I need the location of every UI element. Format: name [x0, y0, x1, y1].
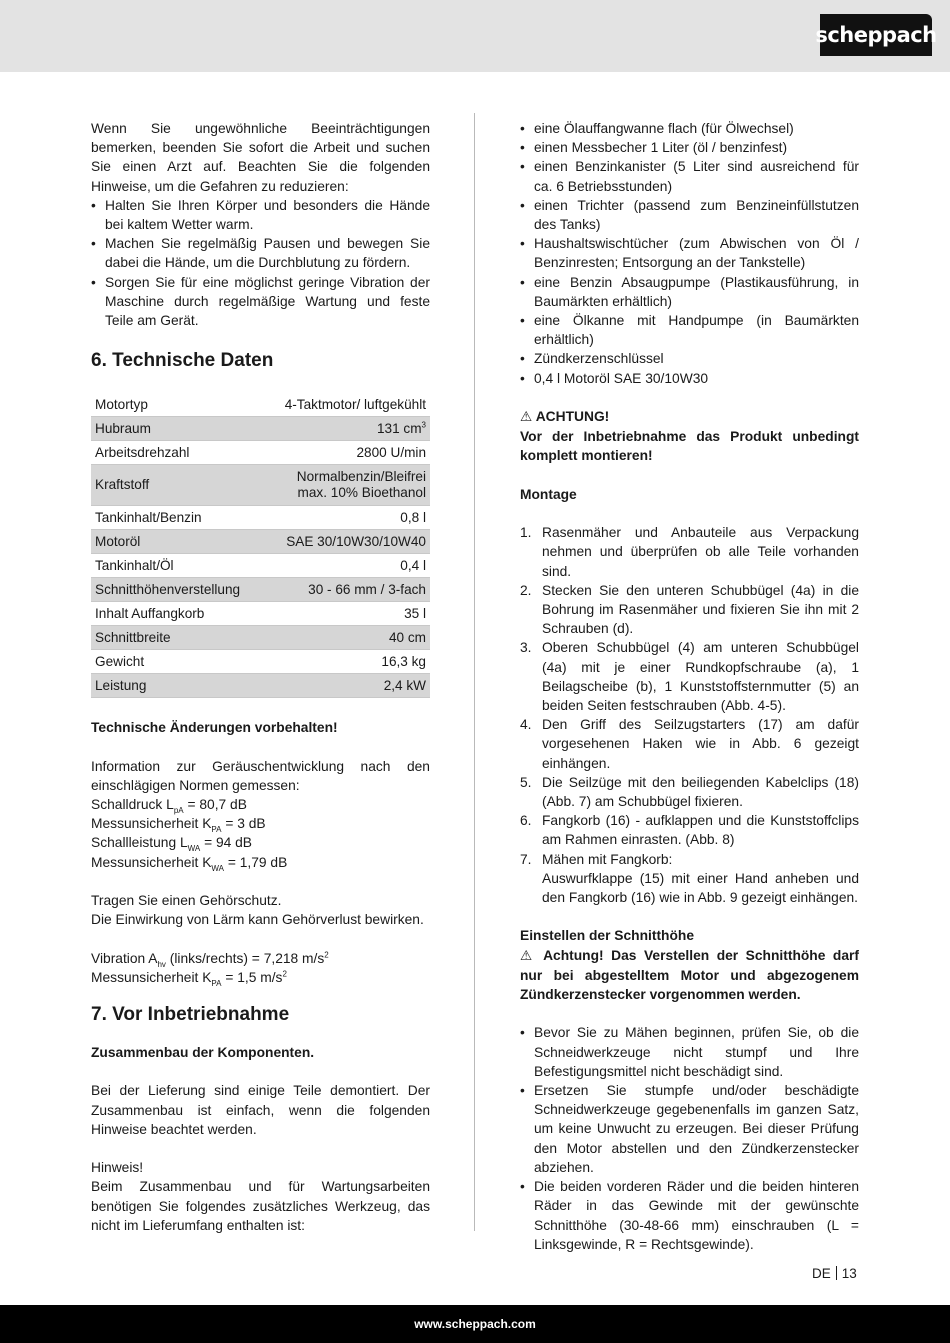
list-item: • Haushaltswischtücher (zum Abwischen von Öl / Benzinresten; Entsorgung an der Tankstelle) — [520, 234, 859, 272]
table-row — [91, 602, 430, 626]
noise-intro: Information zur Geräuschentwicklung nach den einschlägigen Normen gemessen: — [91, 758, 430, 793]
brand-logo: scheppach — [820, 14, 932, 56]
list-item: 5. Die Seilzüge mit den beiliegenden Kabelclips (18) (Abb. 7) am Schubbügel fixieren. — [520, 774, 859, 810]
noise-line: Messunsicherheit $K_{WA} = 1,79$ dB — [91, 854, 288, 873]
section-6-heading: 6. Technische Daten — [91, 350, 274, 372]
spec-value: 16,3 kg — [263, 650, 430, 674]
spec-value-line: max. 10% Bioethanol — [297, 485, 426, 501]
spec-label: Hubraum — [91, 417, 263, 441]
section-7-heading: 7. Vor Inbetriebnahme — [91, 1004, 290, 1026]
list-item: • Halten Sie Ihren Körper und besonders die Hände bei kaltem Wetter warm. — [91, 196, 430, 234]
safety-list — [91, 196, 430, 330]
table-row — [91, 578, 430, 602]
hint-paragraph: Beim Zusammenbau und für Wartungsarbeiten benötigen Sie folgendes zusätzliches Werkzeug, das nicht im Lieferumfang enthalten ist: — [91, 1179, 430, 1233]
list-item: • eine Ölauffangwanne flach (für Ölwechsel) — [520, 119, 859, 138]
table-row — [91, 626, 430, 650]
assembly-steps — [520, 523, 859, 907]
spec-value: SAE 30/10W30/10W40 — [263, 530, 430, 554]
table-row — [91, 530, 430, 554]
warning-text: Vor der Inbetriebnahme das Produkt unbedingt komplett montieren! — [520, 429, 859, 464]
table-row — [91, 506, 430, 530]
list-item: 3. Oberen Schubbügel (4) am unteren Schubbügel (4a) mit je einer Rundkopfschraube (a), 1 Beilagscheibe (b), 1 Kunststoffsternmutter (5) an beiden Seiten festschrauben (Abb. 4-5). — [520, 640, 859, 714]
warning-icon: ⚠ — [520, 409, 533, 426]
spec-value: 30 - 66 mm / 3-fach — [263, 578, 430, 602]
list-item: 1. Rasenmäher und Anbauteile aus Verpackung nehmen und überprüfen ob alle Teile vorhanden sind. — [520, 525, 859, 579]
vibration-line: Messunsicherheit $K_{PA} = 1,5$ $m/s^2$ — [91, 969, 287, 988]
spec-value-text: 131 cm — [376, 420, 422, 436]
spec-label: Schnitthöhenverstellung — [91, 578, 263, 602]
page-number: DE 13 — [812, 1266, 857, 1281]
hearing-note: Tragen Sie einen Gehörschutz. — [91, 893, 282, 909]
table-row — [91, 393, 430, 417]
list-item: 7. Mähen mit Fangkorb: Auswurfklappe (15) mit einer Hand anheben und den Fangkorb (16) wie in Abb. 9 gezeigt einhängen. — [520, 851, 859, 906]
noise-line: Schallleistung $L_{WA} = 94$ dB — [91, 835, 253, 854]
superscript: 3 — [421, 420, 426, 430]
list-item: • Sorgen Sie für eine möglichst geringe Vibration der Maschine durch regelmäßige Wartung und feste Teile am Gerät. — [91, 273, 430, 331]
warning-heading: ⚠ ACHTUNG! — [520, 409, 610, 426]
cut-height-warning: ⚠ Achtung! Das Verstellen der Schnitthöhe darf nur bei abgestelltem Motor und abgezogenem Zündkerzenstecker vorgenommen werden. — [520, 947, 859, 1003]
spec-label: Kraftstoff — [91, 465, 263, 506]
spec-label: Motortyp — [91, 393, 263, 417]
footer-bar — [0, 1305, 950, 1343]
spec-value — [263, 417, 430, 441]
list-item: • 0,4 l Motoröl SAE 30/10W30 — [520, 369, 859, 388]
spec-label: Tankinhalt/Öl — [91, 554, 263, 578]
list-item: • Ersetzen Sie stumpfe und/oder beschädigte Schneidwerkzeuge gegebenenfalls im ganzen Satz, um keine Unwucht zu erzeugen. Bei dieser Prüfung den Motor abstellen und den Zündkerzenstecker abziehen. — [520, 1081, 859, 1177]
spec-value: 2,4 kW — [263, 674, 430, 698]
spec-value: 35 l — [263, 602, 430, 626]
list-item: 2. Stecken Sie den unteren Schubbügel (4a) in die Bohrung im Rasenmäher und fixieren Sie ihn mit 2 Schrauben (d). — [520, 582, 859, 637]
table-row — [91, 441, 430, 465]
column-divider — [474, 113, 475, 1231]
spec-label: Inhalt Auffangkorb — [91, 602, 263, 626]
list-item: 4. Den Griff des Seilzugstarters (17) am dafür vorgesehenen Haken wie in Abb. 6 gezeigt einhängen. — [520, 717, 859, 771]
noise-line: Schalldruck $L_{pA} = 80,7$ dB — [91, 797, 247, 815]
spec-table — [91, 393, 430, 698]
noise-line: Messunsicherheit $K_{PA} = 3$ dB — [91, 816, 266, 834]
table-row — [91, 674, 430, 698]
list-item: • einen Trichter (passend zum Benzineinfüllstutzen des Tanks) — [520, 196, 859, 234]
left-column — [91, 119, 430, 1235]
spec-value — [263, 465, 430, 506]
list-item: 6. Fangkorb (16) - aufklappen und die Kunststoffclips am Rahmen einrasten. (Abb. 8) — [520, 813, 859, 848]
spec-label: Gewicht — [91, 650, 263, 674]
hint-label: Hinweis! — [91, 1160, 144, 1176]
spec-label: Arbeitsdrehzahl — [91, 441, 263, 465]
list-item: • Machen Sie regelmäßig Pausen und bewegen Sie dabei die Hände, um die Durchblutung zu fördern. — [91, 234, 430, 272]
list-item: • eine Ölkanne mit Handpumpe (in Baumärkten erhältlich) — [520, 311, 859, 349]
website-link[interactable]: www.scheppach.com — [414, 1317, 536, 1331]
spec-label: Tankinhalt/Benzin — [91, 506, 263, 530]
assembly-heading: Zusammenbau der Komponenten. — [91, 1045, 315, 1061]
cut-height-list — [520, 1023, 859, 1253]
hearing-warning: Die Einwirkung von Lärm kann Gehörverlust bewirken. — [91, 912, 424, 928]
warning-icon: ⚠ — [520, 947, 537, 964]
table-row — [91, 465, 430, 506]
spec-value: 4-Taktmotor/ luftgekühlt — [263, 393, 430, 417]
spec-label: Motoröl — [91, 530, 263, 554]
spec-label: Schnittbreite — [91, 626, 263, 650]
montage-heading: Montage — [520, 486, 577, 502]
spec-value: 0,8 l — [263, 506, 430, 530]
spec-value-line: Normalbenzin/Bleifrei — [296, 469, 426, 485]
cut-height-heading: Einstellen der Schnitthöhe — [520, 928, 695, 944]
list-item: • Bevor Sie zu Mähen beginnen, prüfen Sie, ob die Schneidwerkzeuge nicht stumpf und Ihre Befestigungsmittel nicht beschädigt sind. — [520, 1023, 859, 1081]
header-bar — [0, 0, 950, 72]
tools-list — [520, 119, 859, 388]
list-item: • einen Benzinkanister (5 Liter sind ausreichend für ca. 6 Betriebsstunden) — [520, 157, 859, 195]
list-item: • einen Messbecher 1 Liter (öl / benzinfest) — [520, 138, 859, 157]
table-row — [91, 650, 430, 674]
vibration-line: Vibration $A_{hv}$ (links/rechts) = 7,218 $m/s^2$ — [91, 950, 329, 969]
spec-label: Leistung — [91, 674, 263, 698]
spec-value: 0,4 l — [263, 554, 430, 578]
assembly-paragraph: Bei der Lieferung sind einige Teile demontiert. Der Zusammenbau ist einfach, wenn die folgenden Hinweise beachtet werden. — [91, 1083, 430, 1137]
list-item: • Die beiden vorderen Räder und die beiden hinteren Räder in das Gewinde mit der gewünschte Schnitthöhe (30-48-66 mm) einschrauben (L = Linksgewinde, R = Rechtsgewinde). — [520, 1177, 859, 1254]
intro-paragraph: Wenn Sie ungewöhnliche Beeinträchtigungen bemerken, beenden Sie sofort die Arbeit und suchen Sie einen Arzt auf. Beachten Sie die folgenden Hinweise, um die Gefahren zu reduzieren: — [91, 121, 430, 194]
list-item: • Zündkerzenschlüssel — [520, 349, 859, 368]
table-row — [91, 417, 430, 441]
list-item: • eine Benzin Absaugpumpe (Plastikausführung, in Baumärkten erhältlich) — [520, 273, 859, 311]
table-row — [91, 554, 430, 578]
right-column — [520, 119, 859, 1254]
spec-value: 40 cm — [263, 626, 430, 650]
spec-value: 2800 U/min — [263, 441, 430, 465]
changes-note: Technische Änderungen vorbehalten! — [91, 720, 338, 736]
